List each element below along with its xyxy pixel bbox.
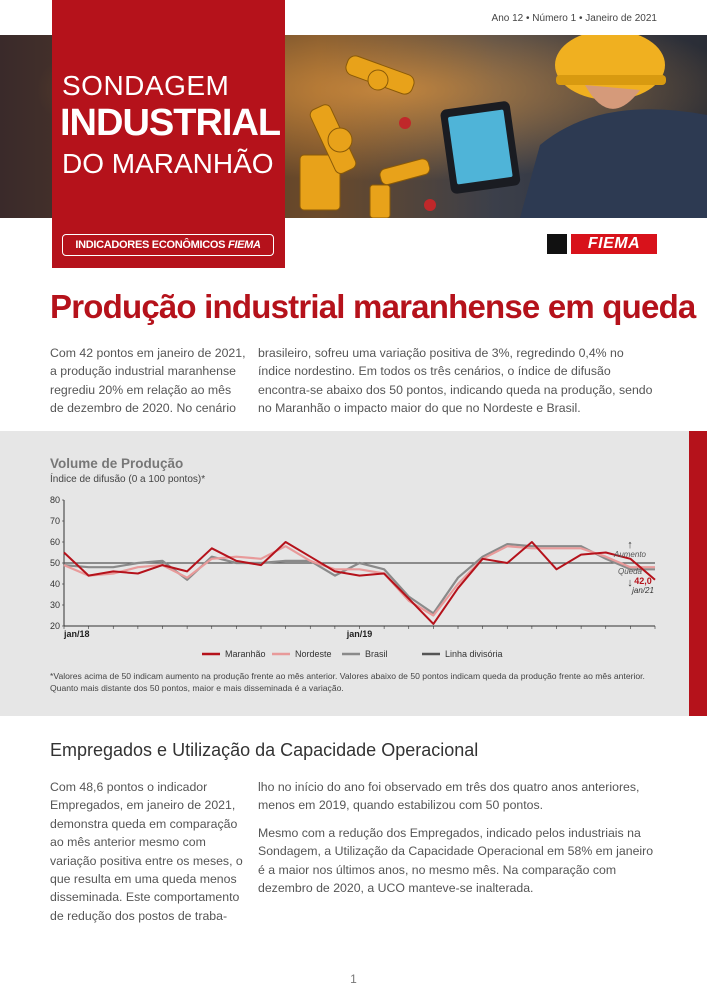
section-text-right <box>258 778 658 906</box>
chart-title: Volume de Produção <box>50 456 184 471</box>
legend-label: Linha divisória <box>445 649 503 659</box>
chart-series <box>64 542 655 624</box>
production-line-chart <box>40 492 660 664</box>
title-line-2: INDUSTRIAL <box>60 102 281 144</box>
page-number: 1 <box>350 972 357 986</box>
legend-label: Maranhão <box>225 649 266 659</box>
annotation-down: Queda <box>617 567 643 576</box>
y-tick-label: 80 <box>49 495 60 505</box>
side-accent-bar <box>689 431 707 716</box>
series-line-maranhao <box>64 542 655 624</box>
section-text-left: Com 48,6 pontos o indicador Empregados, em janeiro de 2021, demonstra queda em comparação ao mês anterior mesmo com variação positiva entre os meses, o que resulta em uma queda menos disseminada. Este comportamento de redução dos postos de traba- <box>50 780 243 923</box>
fiema-logo-emblem-icon <box>547 234 567 254</box>
y-tick-label: 30 <box>49 600 60 610</box>
x-tick-labels <box>63 629 660 639</box>
arrow-up-icon: ↑ <box>627 539 633 551</box>
y-tick-label: 50 <box>49 558 60 568</box>
last-date-label: jan/21 <box>632 585 654 595</box>
chart-legend <box>202 649 503 659</box>
badge-middle: ECONÔMICOS <box>151 239 228 251</box>
badge-prefix: INDICADORES <box>75 239 152 251</box>
section-title: Empregados e Utilização da Capacidade Operacional <box>50 740 479 760</box>
headline: Produção industrial maranhense em queda <box>50 288 696 325</box>
y-tick-label: 20 <box>49 621 60 631</box>
legend-label: Nordeste <box>295 649 332 659</box>
fiema-logo <box>547 234 657 254</box>
y-tick-label: 40 <box>49 579 60 589</box>
annotation-up: Aumento <box>613 550 647 559</box>
issue-info: Ano 12 • Número 1 • Janeiro de 2021 <box>491 13 657 24</box>
fiema-logo-wordmark: FIEMA <box>571 234 657 254</box>
y-tick-label: 70 <box>49 516 60 526</box>
chart-footnote: *Valores acima de 50 indicam aumento na produção frente ao mês anterior. Valores abaixo de 50 pontos indicam queda da produção frente ao mês anterior. Quanto mais distante dos 50 pontos, maior e mais disseminada é a variação. <box>50 671 645 693</box>
series-line-brasil <box>64 544 655 613</box>
arrow-down-icon: ↓ <box>627 577 633 589</box>
last-value-label: 42,0 <box>634 575 652 586</box>
x-tick-label: jan/18 <box>64 629 90 639</box>
intro-text-left: Com 42 pontos em janeiro de 2021, a produção industrial maranhense regrediu 20% em relação ao mês de dezembro de 2020. No cenário <box>50 346 246 416</box>
section-paragraph-2: Mesmo com a redução dos Empregados, indicado pelos industriais na Sondagem, a Utilização da Capacidade Operacional em 58% em janeiro é a maior nos últimos anos, no mesmo mês. Na comparação com dezembro de 2020, a UCO manteve-se inalterada. <box>258 825 654 896</box>
chart-subtitle: Índice de difusão (0 a 100 pontos)* <box>50 474 206 485</box>
x-tick-label: jan/19 <box>346 629 373 639</box>
section-paragraph-1: lho no início do ano foi observado em três dos quatro anos anteriores, menos em 2019, quando estabilizou com 50 pontos. <box>258 780 640 813</box>
y-tick-label: 60 <box>49 537 60 547</box>
legend-label: Brasil <box>365 649 388 659</box>
y-tick-labels <box>50 495 60 631</box>
intro-text-right: brasileiro, sofreu uma variação positiva de 3%, regredindo 0,4% no índice nordestino. Em todos os três cenários, o índice de difusão encontra-se abaixo dos 50 pontos, indicando queda na produção, sendo no Maranhão o impacto maior do que no Nordeste e Brasil. <box>258 346 653 416</box>
badge-brand: FIEMA <box>227 239 261 251</box>
series-line-nordeste <box>64 546 655 615</box>
indicadores-badge <box>62 234 274 256</box>
title-line-3: DO MARANHÃO <box>62 148 274 179</box>
title-line-1: SONDAGEM <box>62 70 230 101</box>
title-box <box>52 0 285 268</box>
